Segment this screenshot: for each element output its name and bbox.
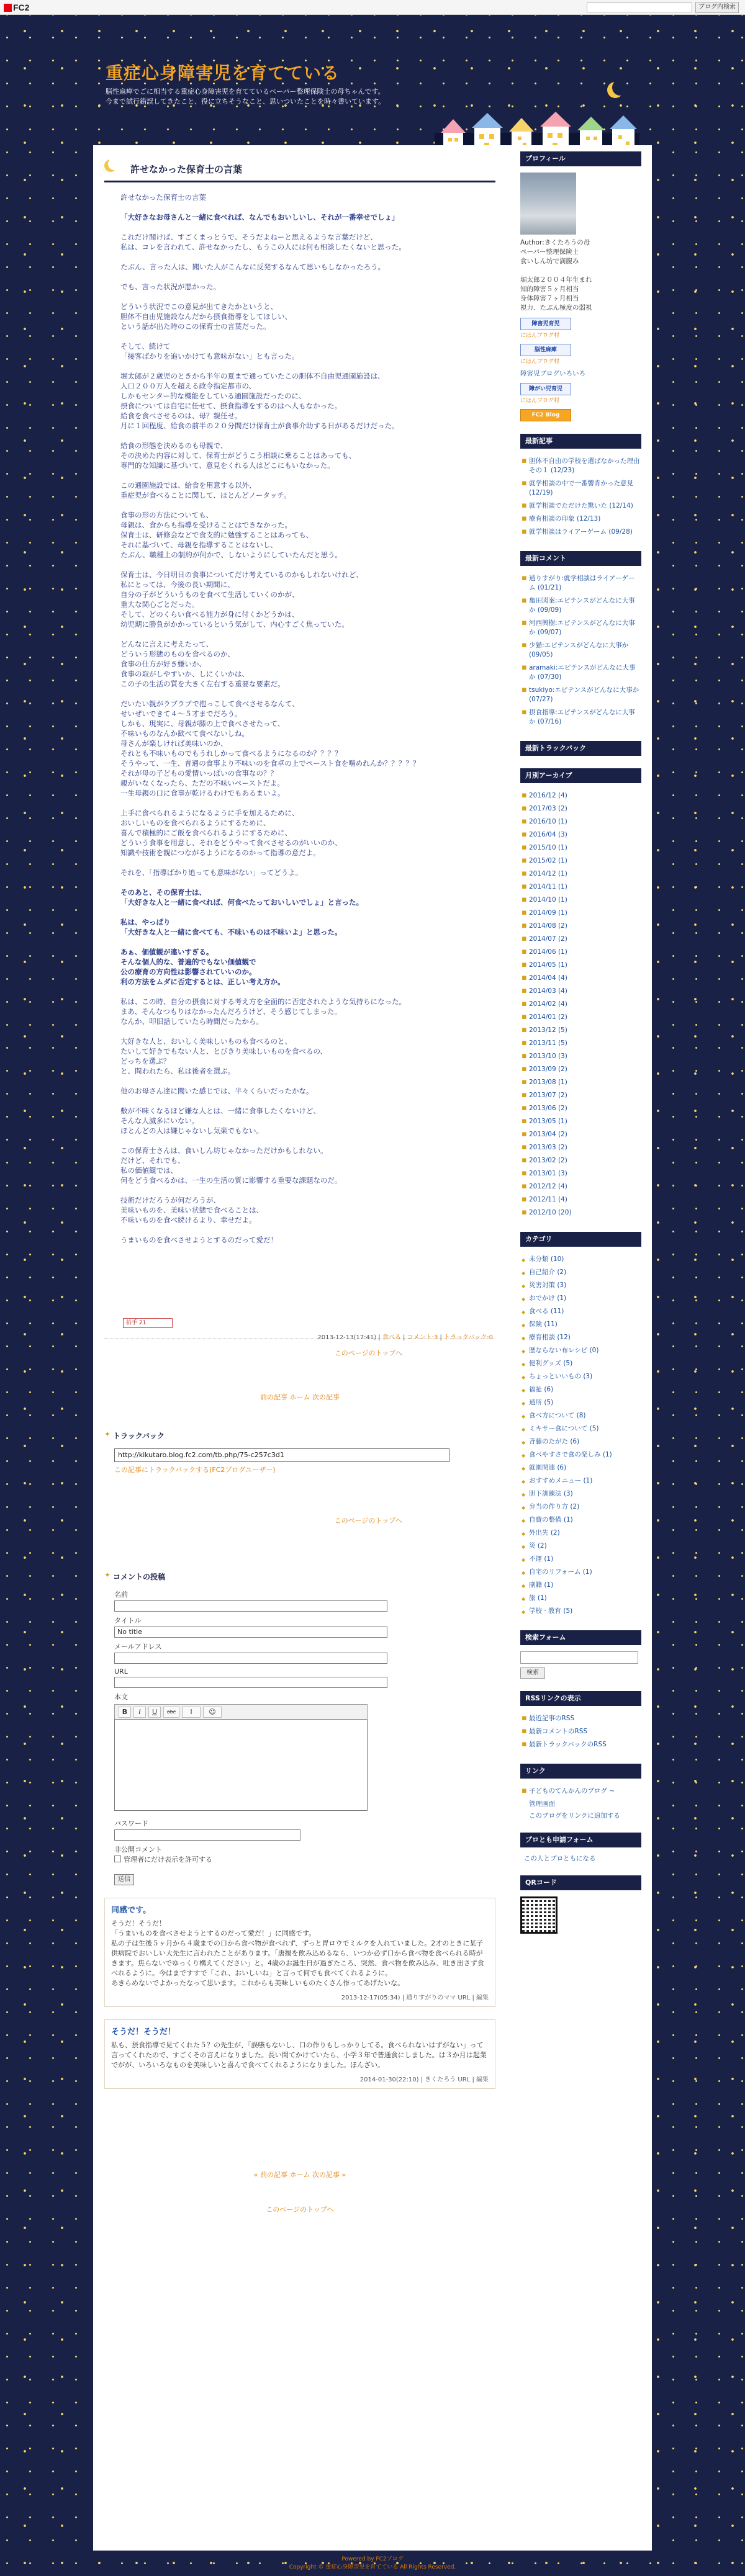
bottom-pager[interactable]: « 前の記事 ホーム 次の記事 » [253, 2171, 346, 2179]
content-frame [93, 145, 652, 2551]
category-link[interactable]: ◆ 胆下訓練法 (3) [520, 1488, 641, 1501]
pagetop-link[interactable]: このページのトップへ [334, 1517, 402, 1525]
archive-link[interactable]: ▪ 2014/07 (2) [520, 933, 641, 946]
category-link[interactable]: ◆ 災害対策 (3) [520, 1279, 641, 1292]
category-link[interactable]: ◆ 療育相談 (12) [520, 1331, 641, 1344]
rss-link[interactable]: ▪ 最新トラックバックのRSS [520, 1738, 641, 1751]
private-label: 非公開コメント [114, 1846, 162, 1854]
category-link[interactable]: ◆ 食べる (11) [520, 1305, 641, 1318]
fc2-logo-icon [4, 4, 12, 12]
recent-comment-link[interactable]: ▪ 亀田図案:エピテンスがどんなに大事か (09/09) [520, 595, 641, 617]
comment-info[interactable]: 2014-01-30(22:10) | きくたろう URL | 編集 [359, 2076, 489, 2083]
entry-paragraph: たぶん、言った人は、聞いた人がこんなに反発するなんて思いもしなかったろう。 [120, 263, 386, 271]
ranking-badge[interactable]: 障がい児育児 [520, 383, 571, 395]
comment-title: 同感です。 [111, 1906, 151, 1915]
archive-link[interactable]: ▪ 2012/11 (4) [520, 1193, 641, 1206]
archive-link[interactable]: ▪ 2014/06 (1) [520, 946, 641, 959]
mail-field[interactable] [114, 1653, 387, 1664]
ranking-badge[interactable]: 障害児育児 [520, 318, 571, 330]
entry-paragraph: 食事の形の方法についても、 母親は、食からも指導を受けることはできなかった。 保育士は、研修会などで食支的に勉強することはあっても、 それに基づいて、母親を指導することはないし、 たぶん、職種上の制約が何かで、しないようにしていたんだと思う。 [120, 511, 342, 559]
comment-body: 私も、摂食指導で見てくれた５？の先生が、「誤嚥もないし、口の作りもしっかりしてる。食べられないはずがない」って言ってくれたので、すごくその言えになりました。長い間てかけていたら、小学３年で普通食にしました。は３か月は起業でがが、いろいろなものを美味しいと喜んで食べてくれるようになりました。ほんざい。 [111, 2041, 487, 2069]
archive-link[interactable]: ▪ 2015/02 (1) [520, 855, 641, 868]
title-field[interactable]: No title [114, 1627, 387, 1638]
archive-link[interactable]: ▪ 2013/12 (5) [520, 1024, 641, 1037]
trackback-url-field[interactable]: http://kikutaro.blog.fc2.com/tb.php/75-c257c3d1 [114, 1448, 449, 1462]
pagetop-link[interactable]: このページのトップへ [334, 1349, 402, 1357]
entry-paragraph: 給食の形態を決めるのも母親で、 その決めた内容に対して、保育士がどうこう相談に乗ることはあっても、 専門的な知識に基づいて、意見をくれる人はどこにもいなかった。 [120, 441, 356, 470]
category-link[interactable]: ◆ ミキサー食について (5) [520, 1422, 641, 1435]
entry-body [104, 182, 495, 1245]
entry-paragraph: 堀太郎が２歳児のときから半年の夏まで通っていたこの胆体不自由児通園施設は、 人口２００万人を超える政令指定都市の、 しかもセンター的な機能をしている通園施設だったのに、 摂食については自宅に任せて、摂食指導をするのはへ人もなかった。 給食を食べさせるのは、母？親任せ。 月に１回程度、給食の前半の２０分間だけ保育士が食事介助する日があるだけだった。 [120, 372, 399, 430]
entry-date: 2013-12-13(17:41) [317, 1334, 377, 1341]
qr-block [520, 1875, 641, 1934]
category-link[interactable]: ◆ 副籍 (1) [520, 1579, 641, 1592]
powered-by[interactable]: Powered by FC2ブログ [341, 2556, 404, 2562]
password-label: パスワード [114, 1820, 148, 1828]
apply-block [520, 1833, 641, 1863]
rss-heading: RSSリンクの表示 [520, 1691, 641, 1706]
qr-heading: QRコード [520, 1875, 641, 1890]
recent-comment-link[interactable]: ▪ 河西興樹:エピテンスがどんなに大事か (09/07) [520, 617, 641, 639]
password-field[interactable] [114, 1829, 300, 1841]
entry-paragraph: 敷が不味くなるほど嫌な人とは、一緒に食事したくないけど、 そんな人滅多にいない。 ほとんどの人は嫌じゃないし気楽でもない。 [120, 1106, 320, 1135]
category-link[interactable]: ◆ 自宅のリフォーム (1) [520, 1566, 641, 1579]
fc2-ranking-badge[interactable]: FC2 Blog Ranking [520, 409, 571, 421]
archive-link[interactable]: ▪ 2016/12 (4) [520, 789, 641, 802]
editor-toolbar [114, 1704, 368, 1719]
mail-label: メールアドレス [114, 1643, 162, 1651]
archive-link[interactable]: ▪ 2013/04 (2) [520, 1128, 641, 1141]
body-label: 本文 [114, 1693, 128, 1701]
trackback-block [520, 741, 641, 756]
entry-title-bar [104, 151, 495, 182]
ranking-badge-sub[interactable]: にほんブログ村 [520, 333, 560, 339]
entry-paragraph: この通園施設では、給食を用意する以外、 重症児が食べることに関して、ほとんどノータッチ。 [120, 481, 291, 500]
sidebar-search-input[interactable] [520, 1651, 638, 1664]
archive-link[interactable]: ▪ 2013/09 (2) [520, 1063, 641, 1076]
trackback-heading: 最新トラックバック [520, 741, 641, 756]
fc2-logo-text: FC2 [13, 2, 30, 12]
search-block [520, 1630, 641, 1679]
archive-link[interactable]: ▪ 2013/08 (1) [520, 1076, 641, 1089]
bottom-pagetop-link[interactable]: このページのトップへ [266, 2206, 334, 2214]
archive-link[interactable]: ▪ 2014/08 (2) [520, 920, 641, 933]
qr-code [520, 1896, 558, 1934]
private-option[interactable] [114, 1854, 495, 1864]
blog-search-button[interactable]: ブログ内検索 [695, 2, 739, 13]
entry-comment-link[interactable]: コメント:3 [407, 1334, 438, 1341]
trackback-link[interactable]: この記事にトラックバックする(FC2ブログユーザー) [114, 1466, 276, 1474]
link-heading: リンク [520, 1764, 641, 1779]
category-link[interactable]: ◆ 災 (2) [520, 1540, 641, 1553]
entry-paragraph: 技術だけだろうが何だろうが、 美味いものを、美味い状態で食べることは、 不味いものを食べ続けるより、幸せだよ。 [120, 1196, 263, 1224]
archive-link[interactable]: ▪ 2013/11 (5) [520, 1037, 641, 1050]
emoji-button[interactable]: ☺ [203, 1707, 222, 1718]
entry-trackback-link[interactable]: トラックバック:0 [444, 1334, 493, 1341]
blog-description: 脳性麻痺でごに相当する重症心身障害児を育てているペーパー整理保険士の母ちゃんです。 今まで試行錯誤してきたこと、役に立ちそうなこと、思いついたことを時々書いています。 [106, 88, 386, 105]
recent-comments-block [520, 551, 641, 729]
url-label: URL [114, 1667, 128, 1676]
italic-button[interactable]: I [133, 1707, 146, 1718]
url-field[interactable] [114, 1677, 387, 1688]
recent-entry-link[interactable]: ▪ 胆体不自由の学校を選ばなかった理由 その１ (12/23) [520, 455, 641, 477]
link-block [520, 1764, 641, 1820]
category-link[interactable]: ◆ 自己紹介 (2) [520, 1266, 641, 1279]
clap-button[interactable]: 拍手 21 [123, 1318, 173, 1328]
fc2-logo[interactable] [4, 2, 29, 12]
recent-entry-link[interactable]: ▪ 就学相談でただけた驚いた (12/14) [520, 500, 641, 513]
bold-button[interactable]: B [119, 1707, 131, 1718]
archive-link[interactable]: ▪ 2015/10 (1) [520, 841, 641, 855]
external-link[interactable]: ▪ 子どものてんかんのブログ ~ [520, 1785, 641, 1798]
fc2-header-bar [0, 0, 745, 15]
recent-entries-block [520, 434, 641, 539]
category-link[interactable]: ◆ 食べ方について (8) [520, 1409, 641, 1422]
comments-heading: 最新コメント [520, 551, 641, 566]
category-link[interactable]: ◆ 歴ならない布レシピ (0) [520, 1344, 641, 1357]
entry-paragraph: 大好きな人と、おいしく美味しいものも食べるのと、 たいして好きでもない人と、とびきり美味しいものを食べるの、 どっちを選ぶ？ と、問われたら、私は後者を選ぶ。 [120, 1037, 328, 1075]
entry-paragraph: そのあと、その保育士は、 「大好きな人と一緒に食べれば、何食べたっておいしいでしょ」と言った。 [120, 888, 363, 907]
recent-comment-link[interactable]: ▪ 摂食指導:エピテンスがどんなに大事か (07/16) [520, 706, 641, 729]
profile-text: Author:きくたろうの母 ペーパー整理保険士 食いしん坊で満腹み 堀太郎２００４年生まれ 知的障害５ヶ月相当 身体障害７ヶ月相当 視力、たぶん極度の弱視 [520, 239, 592, 312]
entry-paragraph: どういう状況でこの意見が出てきたかというと、 胆体不自由児施設なんだから摂食指導をしてほしい、 という話が出た時のこの保育士の言葉だった。 [120, 302, 292, 331]
entry-paragraph: だいたい親がラブラブで抱っこして食べさせるなんて、 せいぜいできて４〜５才までだろう。 しかも、現実に、母親が膝の上で食べさせたって、 不味いものなんか歓べて食べないしね。 母さんが楽しければ美味いのか、 それとも不味いものでもうれしかって食べるようになるのか？？？？ そうやって、一生、普通の食事より不味いのを食卓の上でペースト食を噛めれんか？？？？？ それが母の子どもの愛情いっぱいの食事なの？？ 親がいなくなったら、ただの不味いペーストだよ。 一生母親の口に食事が乾けるわけでもあるまいよ。 [120, 699, 420, 797]
rss-link[interactable]: ▪ 最近記事のRSS [520, 1712, 641, 1725]
entry-paragraph: 上手に食べられるようになるように手を加えるために、 おいしいものを食べられるようにするために、 喜んで積極的にご飯を食べられるようにするために、 どういう食事を用意し、それをどうやって食べさせるのがいいのか、 知識や技術を親につながるようになるのかって指導の意だよ。 [120, 809, 342, 857]
archive-link[interactable]: ▪ 2013/05 (1) [520, 1115, 641, 1128]
archive-link[interactable]: ▪ 2013/01 (3) [520, 1167, 641, 1180]
entry-paragraph: 私は、やっぱり 「大好きな人と一緒に食べても、不味いものは不味いよ」と思った。 [120, 918, 342, 936]
admin-link[interactable]: 管理画面 [529, 1800, 555, 1808]
archive-list [520, 789, 641, 1219]
comment-body-field[interactable] [114, 1719, 368, 1811]
entry-paragraph: これだけ聞けば、すごくまっとうで、そうだよねーと思えるような言葉だけど、 私は、コレを言われて、許せなかったし、もうこの人には何も相談したくないと思った。 [120, 233, 406, 251]
category-heading: カテゴリ [520, 1232, 641, 1247]
archive-link[interactable]: ▪ 2014/05 (1) [520, 959, 641, 972]
archive-block [520, 768, 641, 1219]
entry-footer [104, 1318, 495, 1339]
archive-link[interactable]: ▪ 2014/04 (4) [520, 972, 641, 985]
archive-link[interactable]: ▪ 2013/07 (2) [520, 1089, 641, 1102]
category-link[interactable]: ◆ 斉藤のたがた (6) [520, 1435, 641, 1448]
search-heading: 検索フォーム [520, 1630, 641, 1645]
submit-button[interactable]: 送信 [114, 1874, 134, 1885]
comment-title: そうだ！そうだ！ [111, 2027, 176, 2037]
archive-link[interactable]: ▪ 2013/06 (2) [520, 1102, 641, 1115]
entry-paragraph: どんなに言えに考えたって、 どういう形態のものを食べるのか、 食事の仕方が好き嫌いか、 食事の取がしやすいか、しにくいかは、 この子の生活の質を大きく左右する重要な要素だ。 [120, 640, 285, 688]
recent-comments-list [520, 572, 641, 729]
entry-paragraph: 他のお母さん達に聞いた感じでは、半々くらいだったかな。 [120, 1087, 314, 1095]
private-option-label: 管理者にだけ表示を許可する [124, 1856, 212, 1864]
rss-link[interactable]: ▪ 最新コメントのRSS [520, 1725, 641, 1738]
badge-note[interactable]: 障害児ブログいろいろ [520, 370, 585, 377]
archive-link[interactable]: ▪ 2013/02 (2) [520, 1154, 641, 1167]
blog-search-input[interactable] [587, 2, 692, 12]
entry-paragraph: それを、「指導ばかり追っても意味がない」ってどうよ。 [120, 868, 303, 877]
entry-pager[interactable]: 前の記事 ホーム 次の記事 [260, 1393, 340, 1401]
recent-entry-link[interactable]: ▪ 療育相談の印象 (12/13) [520, 513, 641, 526]
blog-header [0, 15, 745, 145]
apply-link[interactable]: この人とブロともになる [524, 1855, 596, 1862]
archive-link[interactable]: ▪ 2014/03 (4) [520, 985, 641, 998]
rss-list [520, 1712, 641, 1751]
recent-comment-link[interactable]: ▪ 通りすがり:就学相談はライアーゲーム (01/21) [520, 572, 641, 595]
entry-info: 2013-12-13(17:41) | 食べる | コメント:3 | トラックバック:0 [317, 1334, 493, 1341]
recent-heading: 最新記事 [520, 434, 641, 449]
entry-paragraph: 許せなかった保育士の言葉 [120, 193, 206, 202]
avatar [520, 173, 576, 235]
recent-comment-link[interactable]: ▪ 少猫:エピテンスがどんなに大事か (09/05) [520, 639, 641, 662]
recent-list [520, 455, 641, 539]
comment-form-heading: ✦ コメントの投稿 [104, 1571, 495, 1582]
archive-link[interactable]: ▪ 2016/10 (1) [520, 815, 641, 828]
entry-paragraph: この保育士さんは、食いしん坊じゃなかっただけかもしれない。 だけど、それでも、 私の価値観では、 何をどう食べるかは、一生の生活の質に影響する重要な課題なのだ。 [120, 1146, 342, 1185]
rss-block [520, 1691, 641, 1751]
category-link[interactable]: ◆ 外出先 (2) [520, 1527, 641, 1540]
trackback-heading: ✦ トラックバック [104, 1430, 495, 1441]
moon-icon [612, 79, 628, 96]
archive-link[interactable]: ▪ 2014/01 (2) [520, 1011, 641, 1024]
recent-comment-link[interactable]: ▪ tsukiyo:エピテンスがどんなに大事か (07/27) [520, 684, 641, 706]
category-link[interactable]: ◆ おでかけ (1) [520, 1292, 641, 1305]
profile-heading: プロフィール [520, 151, 641, 166]
entry-title[interactable]: 許せなかった保育士の言葉 [130, 164, 243, 175]
sidebar [520, 151, 641, 1946]
profile-block [520, 151, 641, 429]
category-list [520, 1253, 641, 1618]
entry-paragraph: うまいものを食べさせようとするのだって愛だ！ [120, 1236, 278, 1244]
category-link[interactable]: ◆ 就園関連 (6) [520, 1461, 641, 1474]
private-checkbox[interactable] [114, 1856, 121, 1862]
name-label: 名前 [114, 1591, 128, 1599]
comment-item [104, 1898, 495, 2007]
copyright: Copyright © 重症心身障害児を育てている All Rights Reserved. [289, 2564, 456, 2570]
moon-icon [108, 158, 120, 170]
category-link[interactable]: ◆ おすすめメニュー (1) [520, 1474, 641, 1488]
recent-entry-link[interactable]: ▪ 就学相談はライアーゲーム (09/28) [520, 526, 641, 539]
archive-link[interactable]: ▪ 2016/04 (3) [520, 828, 641, 841]
entry-category-link[interactable]: 食べる [382, 1334, 401, 1341]
comment-item [104, 2019, 495, 2089]
underline-button[interactable]: U [148, 1707, 161, 1718]
footer [93, 2551, 652, 2576]
category-block [520, 1232, 641, 1618]
archive-link[interactable]: ▪ 2014/12 (1) [520, 868, 641, 881]
entry-paragraph: 「大好きなお母さんと一緒に食べれば、なんでもおいしいし、それが一番幸せでしょ」 [120, 213, 399, 222]
comment-body: そうだ！そうだ！ 「うまいものを食べさせようとするのだって愛だ！」に同感です。 私の子は生後５ヶ月から４歳までの口から食べ物が食べれず、ずっと胃ロウでミルクを入れていました。2才のときに某子供病院でおいしい大先生に言われたことがあります。「唐揚を飲み込めるなら、いつか必ず口から食べ物を食べられる時がきます。焦らないでゆっくり構えてください」と。4歳のお誕生日が過ぎたころ、突然、食べ物を飲み込み、吐き出さず食べれるように。今はまですすで「これ、おいしいね」と言って何でも食べてくれるように。 あきらめないでよかったなって思います。これからも美味しいものたくさん作ってあげたいな。 [111, 1919, 484, 1987]
category-link[interactable]: ◆ 保険 (11) [520, 1318, 641, 1331]
archive-heading: 月別アーカイブ [520, 768, 641, 783]
category-link[interactable]: ◆ 未分類 (10) [520, 1253, 641, 1266]
archive-link[interactable]: ▪ 2012/12 (4) [520, 1180, 641, 1193]
recent-entry-link[interactable]: ▪ 就学相談の中で一番響肯かった意見 (12/19) [520, 477, 641, 500]
strike-button[interactable]: abc [163, 1707, 179, 1718]
font-size-button[interactable]: I [182, 1707, 201, 1718]
category-link[interactable]: ◆ 福祉 (6) [520, 1383, 641, 1396]
category-link[interactable]: ◆ 学校 · 教育 (5) [520, 1605, 641, 1618]
archive-link[interactable]: ▪ 2013/10 (3) [520, 1050, 641, 1063]
archive-link[interactable]: ▪ 2014/09 (1) [520, 907, 641, 920]
archive-link[interactable]: ▪ 2017/03 (2) [520, 802, 641, 815]
archive-link[interactable]: ▪ 2012/10 (20) [520, 1206, 641, 1219]
archive-link[interactable]: ▪ 2014/11 (1) [520, 881, 641, 894]
sidebar-search-button[interactable]: 検索 [520, 1667, 545, 1679]
main-column [104, 151, 495, 2214]
ranking-badge[interactable]: 脳性麻痺 [520, 344, 571, 356]
ranking-badge-sub[interactable]: にほんブログ村 [520, 359, 560, 365]
entry-paragraph: でも、言った状況が悪かった。 [120, 282, 220, 291]
category-link[interactable]: ◆ 自費の整備 (1) [520, 1514, 641, 1527]
category-link[interactable]: ◆ 弁当の作り方 (2) [520, 1501, 641, 1514]
blog-title[interactable]: 重症心身障害児を育てている [106, 63, 340, 83]
entry-paragraph: あぁ、価値観が違いすぎる。 そんな個人的な、普遍的でもない価値観で 公の療育の方向性は影響されていいのか。 利の方法をムダに否定するとは、正しい考え方か。 [120, 948, 285, 986]
apply-heading: ブロとも申請フォーム [520, 1833, 641, 1847]
entry-paragraph: 保育士は、今日明日の食事についてだけ考えているのかもしれないけれど、 私にとっては、今後の長い期間に、 自分の子がどういうものを食べて生活していくのかが、 重大な関心ごとだった。 そして、どのくらい食べる能力が身に付くかどうかは、 幼児期に勝負がかかっているという気がして、内心すごく焦っていた。 [120, 570, 363, 629]
archive-link[interactable]: ▪ 2014/02 (4) [520, 998, 641, 1011]
name-field[interactable] [114, 1600, 387, 1612]
ranking-badge-sub[interactable]: にほんブログ村 [520, 398, 560, 404]
comment-form [114, 1589, 495, 1885]
category-link[interactable]: ◆ ちょっといいもの (3) [520, 1370, 641, 1383]
archive-link[interactable]: ▪ 2013/03 (2) [520, 1141, 641, 1154]
entry-paragraph: 私は、この時、自分の摂食に対する考え方を全面的に否定されたような気持ちになった。 まあ、そんなつもりはなかったんだろうけど、そう感じてしまった。 なんか、叩旧話していたら時間だったから。 [120, 997, 406, 1026]
entry-paragraph: そして、続けて 「接客ばかりを追いかけても意味がない」とも言った。 [120, 342, 299, 361]
category-link[interactable]: ◆ 通所 (5) [520, 1396, 641, 1409]
category-link[interactable]: ◆ 便利グッズ (5) [520, 1357, 641, 1370]
category-link[interactable]: ◆ 食べやすさで食の楽しみ (1) [520, 1448, 641, 1461]
title-label: タイトル [114, 1617, 142, 1625]
comment-info[interactable]: 2013-12-17(05:34) | 通りすがりのママ URL | 編集 [341, 1995, 489, 2001]
category-link[interactable]: ◆ 旅 (1) [520, 1592, 641, 1605]
link-list [520, 1785, 641, 1798]
category-link[interactable]: ◆ 不運 (1) [520, 1553, 641, 1566]
archive-link[interactable]: ▪ 2014/10 (1) [520, 894, 641, 907]
recent-comment-link[interactable]: ▪ aramaki:エピテンスがどんなに大事か (07/30) [520, 662, 641, 684]
add-link-link[interactable]: このブログをリンクに追加する [529, 1812, 620, 1820]
